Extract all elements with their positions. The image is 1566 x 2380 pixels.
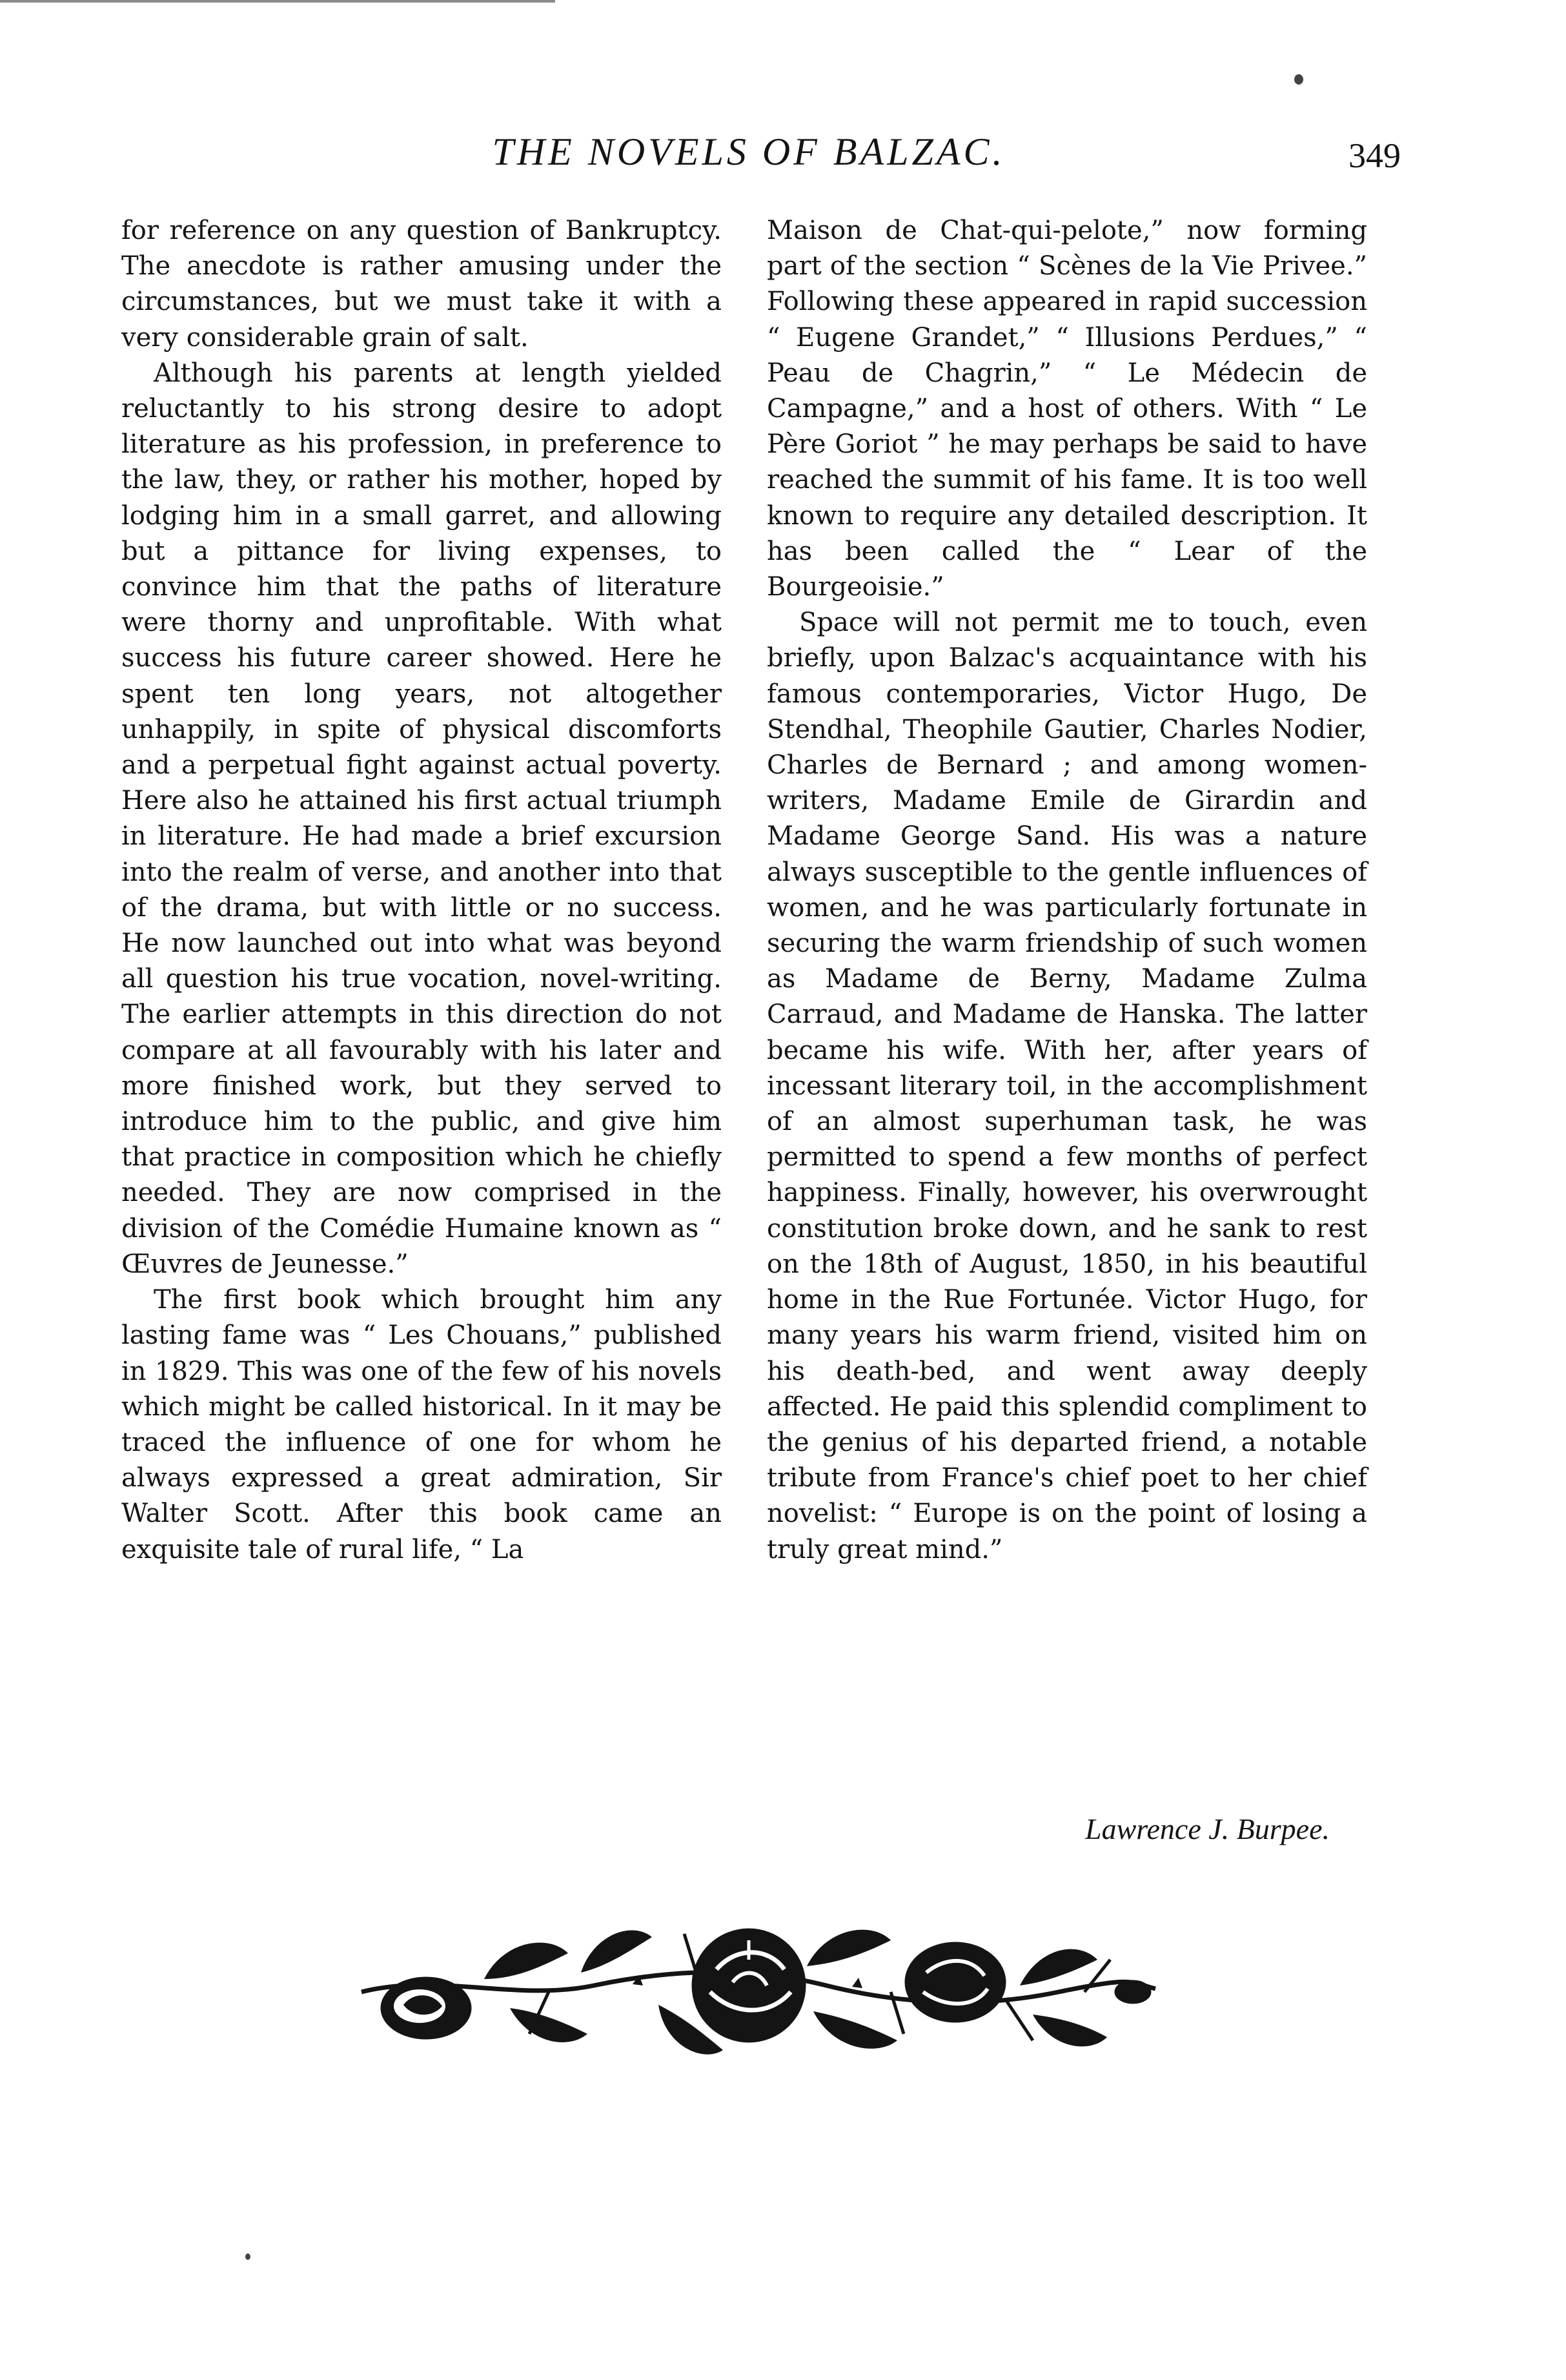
paragraph: Maison de Chat-qui-pelote,” now forming part of the section “ Scènes de la Vie Privee.” Following these appeared in rapid succession “ Eugene Grandet,” “ Illusions Perdues,” “ Peau de Chagrin,” “ Le Médecin de Campagne,” and a host of others. With “ Le Père Goriot ” he may perhaps be said to have reached the summit of his fame. It is too well known to require any detailed description. It has been called the “ Lear of the Bourgeoisie.” xyxy=(767,216,1367,602)
page-number: 349 xyxy=(1348,136,1401,175)
rose-vine-ornament-icon xyxy=(336,1895,1175,2089)
author-signature: Lawrence J. Burpee. xyxy=(1085,1812,1330,1845)
running-head xyxy=(0,129,1566,174)
paragraph: Space will not permit me to touch, even briefly, upon Balzac's acquaintance with his famous contemporaries, Victor Hugo, De Stendhal, Theophile Gautier, Charles Nodier, Charles de Bernard ; and among women-writers, Madame Emile de Girardin and Madame George Sand. His was a nature always susceptible to the gentle influences of women, and he was particularly fortunate in securing the warm friendship of such women as Madame de Berny, Madame Zulma Carraud, and Madame de Hanska. The latter became his wife. With her, after years of incessant literary toil, in the accomplishment of an almost superhuman task, he was permitted to spend a few months of perfect happiness. Finally, however, his overwrought constitution broke down, and he sank to rest on the 18th of August, 1850, in his beautiful home in the Rue Fortunée. Victor Hugo, for many years his warm friend, visited him on his death-bed, and went away deeply affected. He paid this splendid compliment to the genius of his departed friend, a notable tribute from France's chief poet to her chief novelist: “ Europe is on the point of losing a truly great mind.” xyxy=(767,608,1367,1564)
paragraph: for reference on any question of Bankruptcy. The anecdote is rather amusing under the circumstances, but we must take it with a very considerable grain of salt. xyxy=(121,216,722,353)
right-column xyxy=(767,213,1367,1568)
paragraph: The first book which brought him any lasting fame was “ Les Chouans,” published in 1829. This was one of the few of his novels which might be called historical. In it may be traced the influence of one for whom he always expressed a great admiration, Sir Walter Scott. After this book came an exquisite tale of rural life, “ La xyxy=(121,1285,722,1564)
print-speck xyxy=(1294,74,1303,85)
print-speck xyxy=(245,2253,250,2260)
paragraph: Although his parents at length yielded reluctantly to his strong desire to adopt literature as his profession, in preference to the law, they, or rather his mother, hoped by lodging him in a small garret, and allowing but a pittance for living expenses, to convince him that the paths of literature were thorny and unprofitable. With what success his future career showed. Here he spent ten long years, not altogether unhappily, in spite of physical discomforts and a perpetual fight against actual poverty. Here also he attained his first actual triumph in literature. He had made a brief excursion into the realm of verse, and another into that of the drama, but with little or no success. He now launched out into what was beyond all question his true vocation, novel-writing. The earlier attempts in this direction do not compare at all favourably with his later and more finished work, but they served to introduce him to the public, and give him that practice in composition which he chiefly needed. They are now comprised in the division of the Comédie Humaine known as “ Œuvres de Jeunesse.” xyxy=(121,358,722,1279)
page-title: THE NOVELS OF BALZAC. xyxy=(492,130,1006,173)
top-rule xyxy=(0,0,555,3)
left-column xyxy=(121,213,722,1568)
